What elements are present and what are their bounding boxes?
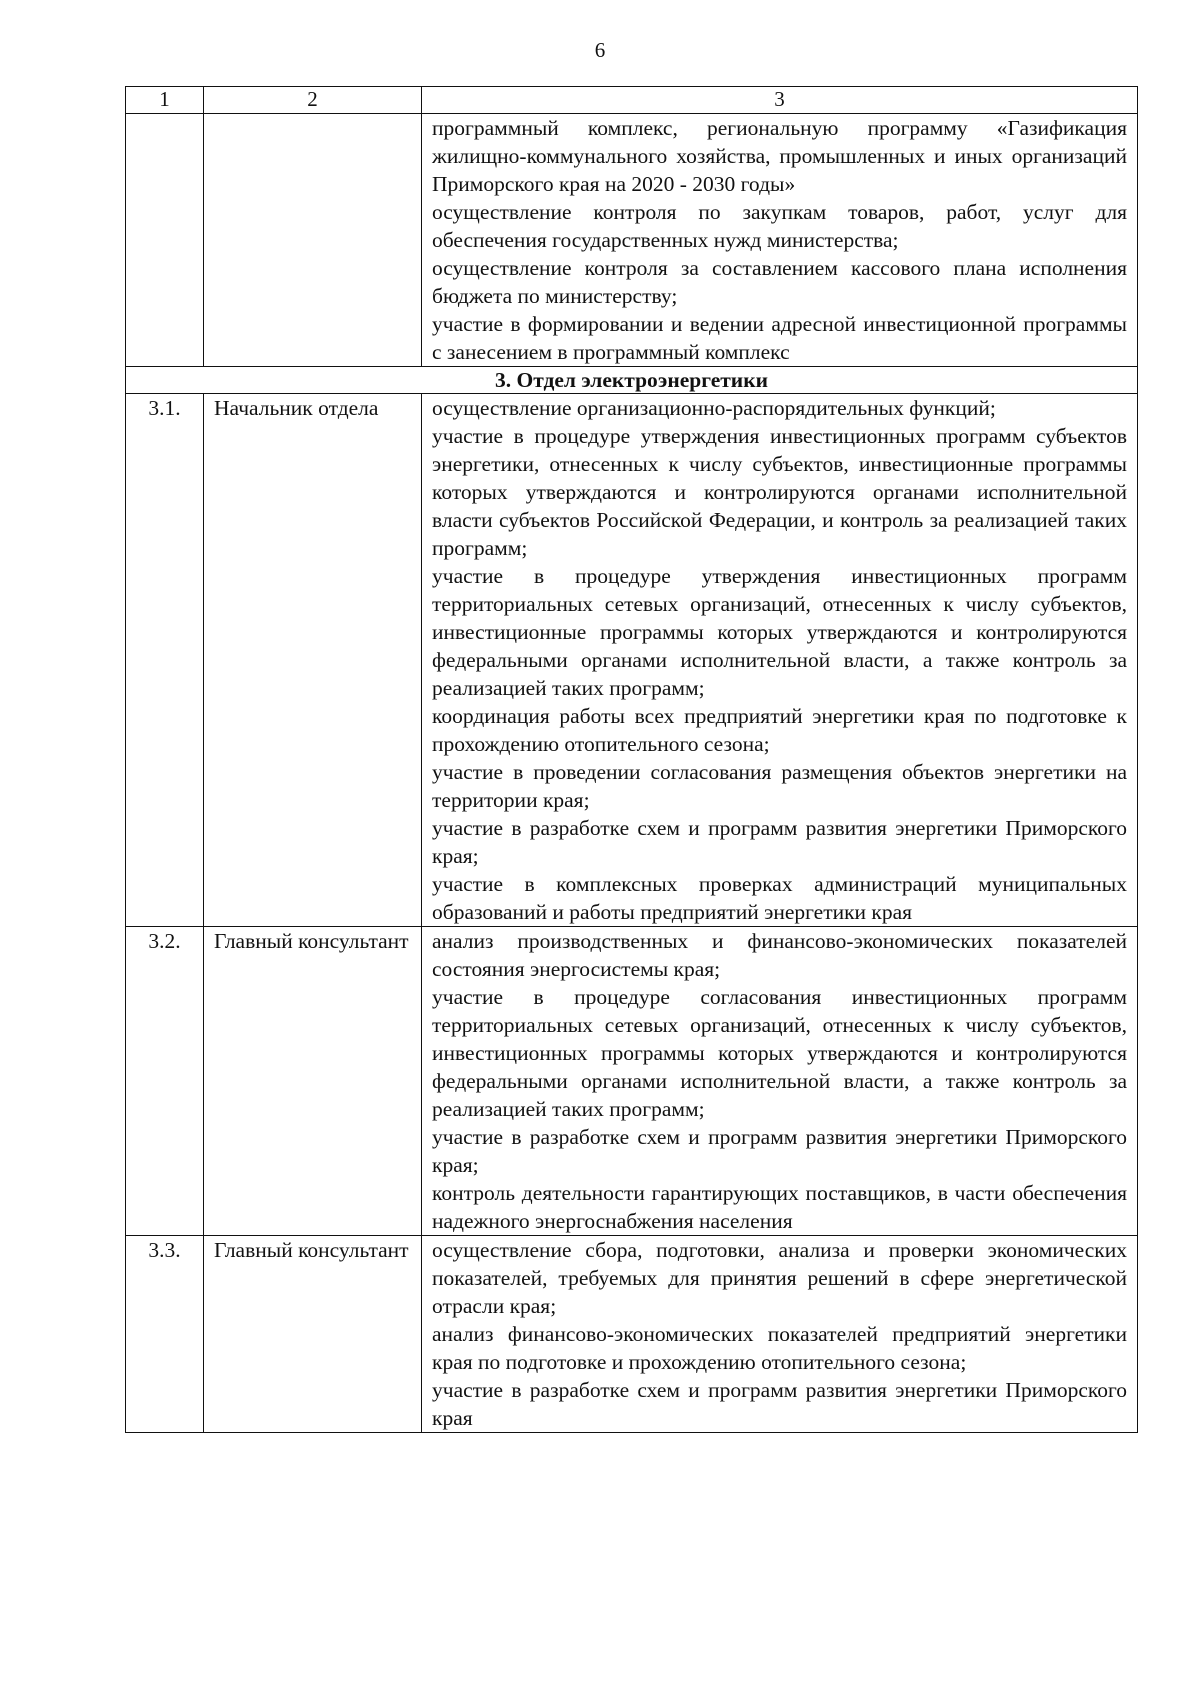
table-header-row	[126, 87, 1138, 114]
duty-item: анализ финансово-экономических показателей предприятий энергетики края по подготовке и прохождению отопительного сезона;	[432, 1322, 1127, 1374]
row-duties	[422, 927, 1138, 1236]
duty-item: участие в разработке схем и программ развития энергетики Приморского края	[432, 1378, 1127, 1430]
header-col-1: 1	[126, 87, 204, 114]
row-number: 3.2.	[126, 927, 204, 1236]
duty-item: осуществление контроля по закупкам товаров, работ, услуг для обеспечения государственных нужд министерства;	[432, 200, 1127, 252]
row-duties	[422, 394, 1138, 927]
duty-item: программный комплекс, региональную программу «Газификация жилищно-коммунального хозяйства, промышленных и иных организаций Приморского края на 2020 - 2030 годы»	[432, 116, 1127, 196]
section-heading-row	[126, 367, 1138, 394]
duty-item: участие в процедуре утверждения инвестиционных программ территориальных сетевых организаций, отнесенных к числу субъектов, инвестиционные программы которых утверждаются и контролируются федеральными органами исполнительной власти, а также контроль за реализацией таких программ;	[432, 564, 1127, 700]
row-position: Главный консультант	[204, 927, 422, 1236]
table-row	[126, 394, 1138, 927]
table-row	[126, 1236, 1138, 1433]
duty-item: анализ производственных и финансово-экономических показателей состояния энергосистемы края;	[432, 929, 1127, 981]
duty-item: координация работы всех предприятий энергетики края по подготовке к прохождению отопительного сезона;	[432, 704, 1127, 756]
duty-item: контроль деятельности гарантирующих поставщиков, в части обеспечения надежного энергоснабжения населения	[432, 1181, 1127, 1233]
duty-item: участие в процедуре согласования инвестиционных программ территориальных сетевых организаций, отнесенных к числу субъектов, инвестиционных программы которых утверждаются и контролируются федеральными органами исполнительной власти, а также контроль за реализацией таких программ;	[432, 985, 1127, 1121]
table-row	[126, 114, 1138, 367]
section-heading: 3. Отдел электроэнергетики	[126, 367, 1138, 394]
row-number: 3.3.	[126, 1236, 204, 1433]
row-position	[204, 114, 422, 367]
duty-item: осуществление организационно-распорядительных функций;	[432, 396, 996, 420]
page-number: 6	[594, 38, 606, 62]
duty-item: участие в комплексных проверках администраций муниципальных образований и работы предприятий энергетики края	[432, 872, 1127, 924]
duty-item: осуществление контроля за составлением кассового плана исполнения бюджета по министерству;	[432, 256, 1127, 308]
duty-item: участие в формировании и ведении адресной инвестиционной программы с занесением в программный комплекс	[432, 312, 1127, 364]
row-duties	[422, 1236, 1138, 1433]
duty-item: осуществление сбора, подготовки, анализа и проверки экономических показателей, требуемых для принятия решений в сфере энергетической отрасли края;	[432, 1238, 1127, 1318]
row-number	[126, 114, 204, 367]
table-row	[126, 927, 1138, 1236]
duty-item: участие в разработке схем и программ развития энергетики Приморского края;	[432, 816, 1127, 868]
duties-table	[125, 86, 1138, 1433]
header-col-3: 3	[422, 87, 1138, 114]
row-number: 3.1.	[126, 394, 204, 927]
duty-item: участие в процедуре утверждения инвестиционных программ субъектов энергетики, отнесенных к числу субъектов, инвестиционные программы которых утверждаются и контролируются органами исполнительной власти субъектов Российской Федерации, и контроль за реализацией таких программ;	[432, 424, 1127, 560]
header-col-2: 2	[204, 87, 422, 114]
duty-item: участие в разработке схем и программ развития энергетики Приморского края;	[432, 1125, 1127, 1177]
row-duties	[422, 114, 1138, 367]
row-position: Начальник отдела	[204, 394, 422, 927]
row-position: Главный консультант	[204, 1236, 422, 1433]
duty-item: участие в проведении согласования размещения объектов энергетики на территории края;	[432, 760, 1127, 812]
